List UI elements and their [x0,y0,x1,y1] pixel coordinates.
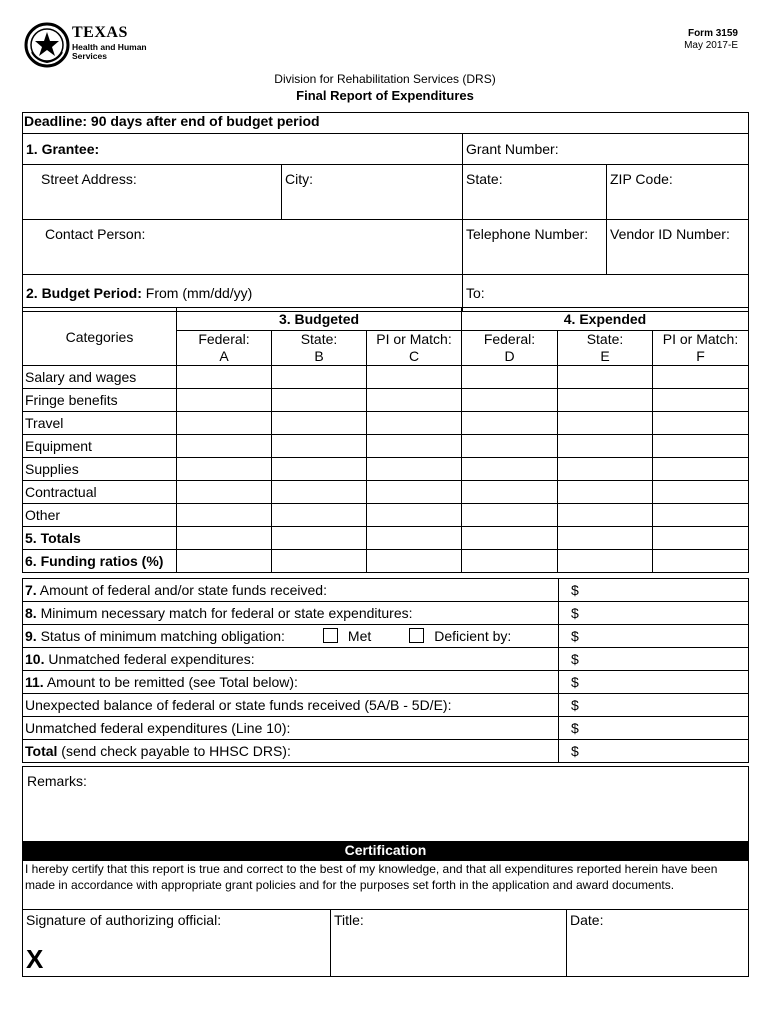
amount-cell[interactable] [653,527,749,550]
zip-field[interactable]: ZIP Code: [607,165,749,220]
amount-cell[interactable] [653,435,749,458]
amount-cell[interactable] [558,527,653,550]
amount-cell[interactable] [177,527,272,550]
line-8-amount[interactable]: $ [559,602,749,625]
amount-cell[interactable] [558,550,653,573]
amount-cell[interactable] [653,366,749,389]
line-11-label: 11. Amount to be remitted (see Total below): [23,671,559,694]
category-label: Equipment [23,435,177,458]
amount-cell[interactable] [462,412,558,435]
line-7-amount[interactable]: $ [559,579,749,602]
hhs-logo [20,18,160,74]
amount-cell[interactable] [272,481,367,504]
column-header-e [558,331,653,366]
amount-cell[interactable] [558,412,653,435]
funding-ratios-row [23,550,749,573]
category-row [23,481,749,504]
category-label: Supplies [23,458,177,481]
unexpected-balance-amount[interactable]: $ [559,694,749,717]
line-9-label: 9. Status of minimum matching obligation: Met Deficient by: [23,625,559,648]
amount-cell[interactable] [558,366,653,389]
amount-cell[interactable] [367,435,462,458]
amount-cell[interactable] [462,458,558,481]
met-checkbox[interactable] [323,628,338,643]
line-10-amount[interactable]: $ [559,648,749,671]
budget-period-from-field[interactable] [23,275,463,312]
budgeted-header: 3. Budgeted [177,308,462,331]
column-header-c [367,331,462,366]
amount-cell[interactable] [462,504,558,527]
total-amount[interactable]: $ [559,740,749,763]
amount-cell[interactable] [653,550,749,573]
category-label: 5. Totals [23,527,177,550]
amount-cell[interactable] [177,435,272,458]
totals-row [23,527,749,550]
amount-cell[interactable] [177,389,272,412]
unmatched-federal-label: Unmatched federal expenditures (Line 10): [23,717,559,740]
grant-number-field[interactable]: Grant Number: [463,134,749,165]
street-address-field[interactable]: Street Address: [23,165,282,220]
form-date: May 2017-E [684,40,738,51]
logo-subtitle: Health and Human Services [72,42,147,61]
amount-cell[interactable] [653,458,749,481]
column-label: PI or Match: [376,331,452,347]
budget-period-to-field[interactable]: To: [463,275,749,312]
form-number: Form 3159 [687,28,738,39]
column-letter: D [504,348,515,364]
categories-header: Categories [23,308,177,366]
budget-period-from: From (mm/dd/yy) [141,285,253,301]
amount-cell[interactable] [462,435,558,458]
column-letter: E [600,348,610,364]
certification-header: Certification [23,842,749,861]
expended-header: 4. Expended [462,308,749,331]
amount-cell[interactable] [653,412,749,435]
remarks-field[interactable]: Remarks: [23,767,749,842]
amount-cell[interactable] [558,389,653,412]
total-label: Total (send check payable to HHSC DRS): [23,740,559,763]
category-row [23,389,749,412]
category-row [23,435,749,458]
column-header-f [653,331,749,366]
city-field[interactable]: City: [282,165,463,220]
grantee-field[interactable]: 1. Grantee: [23,134,463,165]
state-field[interactable]: State: [463,165,607,220]
line-11-amount[interactable]: $ [559,671,749,694]
division-name: Division for Rehabilitation Services (DRS) [274,72,496,86]
amount-cell[interactable] [462,527,558,550]
amount-cell[interactable] [367,527,462,550]
amount-cell[interactable] [558,435,653,458]
column-letter: F [696,348,705,364]
vendor-id-field[interactable]: Vendor ID Number: [607,220,749,275]
signature-field[interactable] [23,910,331,977]
amount-cell[interactable] [272,527,367,550]
telephone-field[interactable]: Telephone Number: [463,220,607,275]
title-field[interactable]: Title: [331,910,567,977]
amount-cell[interactable] [272,412,367,435]
amount-cell[interactable] [367,412,462,435]
amount-cell[interactable] [272,504,367,527]
category-row [23,458,749,481]
line-7-label: 7. Amount of federal and/or state funds received: [23,579,559,602]
column-label: PI or Match: [662,331,739,347]
amount-cell[interactable] [272,458,367,481]
amount-cell[interactable] [272,435,367,458]
amount-cell[interactable] [177,458,272,481]
amount-cell[interactable] [558,504,653,527]
column-header-d [462,331,558,366]
amount-cell[interactable] [177,504,272,527]
column-label: State: [300,331,338,347]
category-label: Salary and wages [23,366,177,389]
category-label: Fringe benefits [23,389,177,412]
amount-cell[interactable] [177,366,272,389]
amount-cell[interactable] [462,366,558,389]
logo-title: TEXAS [72,24,128,41]
deficient-checkbox[interactable] [409,628,424,643]
amount-cell[interactable] [653,504,749,527]
category-row [23,504,749,527]
summary-lines-table [22,578,749,763]
amount-cell[interactable] [367,458,462,481]
budget-period-label: 2. Budget Period: [26,285,142,301]
category-row [23,412,749,435]
unmatched-federal-amount[interactable]: $ [559,717,749,740]
amount-cell[interactable] [558,458,653,481]
unexpected-balance-label: Unexpected balance of federal or state funds received (5A/B - 5D/E): [23,694,559,717]
date-field[interactable]: Date: [567,910,749,977]
column-label: Federal: [198,331,250,347]
amount-cell[interactable] [367,366,462,389]
amount-cell[interactable] [462,481,558,504]
category-label: Other [23,504,177,527]
signature-x: X [26,944,44,974]
deficient-label: Deficient by: [434,628,512,644]
texas-seal-icon [24,22,70,68]
amount-cell[interactable] [558,481,653,504]
category-label: Contractual [23,481,177,504]
deadline-text: Deadline: 90 days after end of budget period [23,113,749,134]
amount-cell[interactable] [462,389,558,412]
category-label: Travel [23,412,177,435]
signature-label: Signature of authorizing official: [26,912,222,928]
amount-cell[interactable] [272,389,367,412]
category-row [23,366,749,389]
contact-person-field[interactable]: Contact Person: [23,220,463,275]
line-9-amount[interactable]: $ [559,625,749,648]
grantee-table [22,112,749,312]
column-letter: C [408,348,420,364]
column-label: Federal: [483,331,536,347]
amount-cell[interactable] [177,412,272,435]
expenditures-table [22,307,749,573]
amount-cell[interactable] [462,550,558,573]
column-label: State: [586,331,624,347]
amount-cell[interactable] [272,550,367,573]
column-header-b [272,331,367,366]
amount-cell[interactable] [653,389,749,412]
column-letter: B [314,348,324,364]
amount-cell[interactable] [653,481,749,504]
category-label: 6. Funding ratios (%) [23,550,177,573]
page-title: Final Report of Expenditures [296,88,474,103]
certification-text: I hereby certify that this report is true and correct to the best of my knowledge, and that all expenditures reported herein have been made in accordance with appropriate grant policies and for the purposes set forth in the application and award documents. [23,861,749,910]
amount-cell[interactable] [367,550,462,573]
amount-cell[interactable] [177,550,272,573]
amount-cell[interactable] [367,504,462,527]
met-label: Met [347,628,372,644]
amount-cell[interactable] [272,366,367,389]
line-8-label: 8. Minimum necessary match for federal or state expenditures: [23,602,559,625]
remarks-certification-table [22,766,749,977]
column-letter: A [219,348,229,364]
column-header-a [177,331,272,366]
form-id [684,28,738,52]
amount-cell[interactable] [177,481,272,504]
amount-cell[interactable] [367,389,462,412]
amount-cell[interactable] [367,481,462,504]
line-10-label: 10. Unmatched federal expenditures: [23,648,559,671]
